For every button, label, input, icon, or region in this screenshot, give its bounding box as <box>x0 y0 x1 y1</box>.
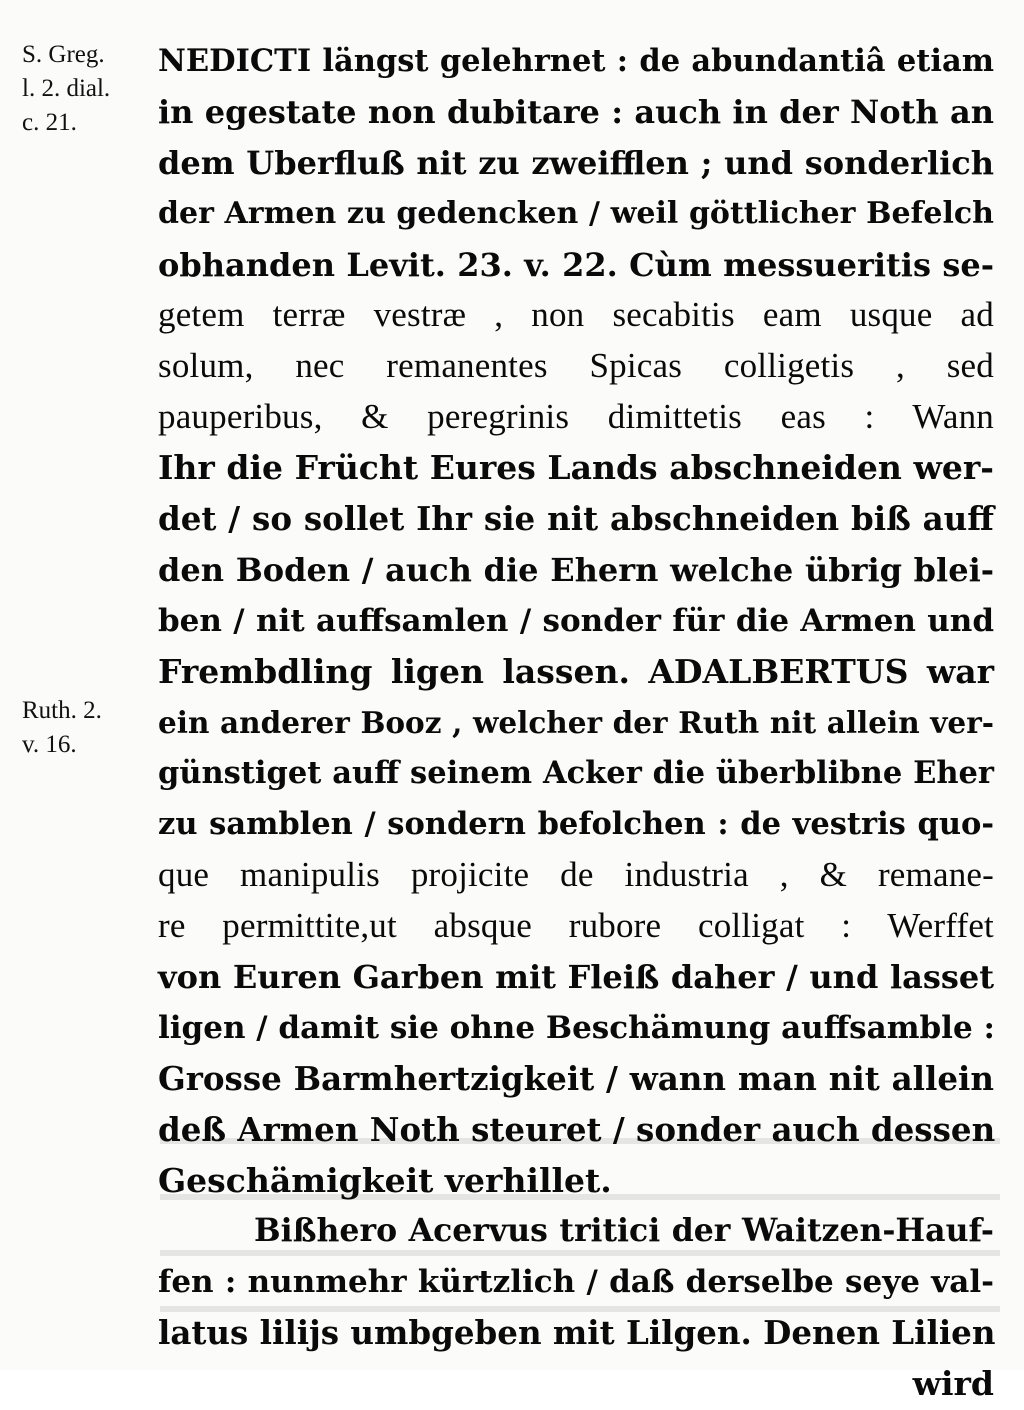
catchword: wird <box>912 1364 994 1404</box>
text-line: in egestate non dubitare : auch in der Noth an <box>158 92 994 131</box>
text-line: deß Armen Noth steuret / sonder auch dessen <box>158 1109 996 1149</box>
margin-note-line: c. 21. <box>22 109 77 136</box>
text-line: den Boden / auch die Ehern welche übrig blei- <box>158 550 994 589</box>
margin-note-line: Ruth. 2. <box>22 697 102 724</box>
text-line: ein anderer Booz , welcher der Ruth nit allein ver- <box>158 704 994 740</box>
text-line: getem terræ vestræ , non secabitis eam usque ad <box>158 295 994 335</box>
text-line: ligen / damit sie ohne Beschämung auffsamble : <box>158 1009 995 1046</box>
text-line: günstiget auff seinem Acker die überblibne Eher <box>158 755 994 792</box>
text-line: ben / nit auffsamlen / sonder für die Armen und <box>158 602 994 639</box>
text-line: det / so sollet Ihr sie nit abschneiden biß auff <box>158 499 994 539</box>
margin-note-gregory <box>22 38 162 140</box>
text-line: Ihr die Frücht Eures Lands abschneiden wer- <box>158 448 994 488</box>
text-line: obhanden Levit. 23. v. 22. Cùm messueritis se- <box>158 245 994 284</box>
text-line: der Armen zu gedencken / weil göttlicher Befelch <box>158 195 994 231</box>
text-line: Frembdling ligen lassen. ADALBERTUS war <box>158 651 994 691</box>
text-line: fen : nunmehr kürtzlich / daß derselbe seye val- <box>158 1264 994 1301</box>
margin-note-line: l. 2. dial. <box>22 75 111 102</box>
main-text-column <box>158 36 994 1410</box>
text-line: que manipulis projicite de industria , & remane- <box>158 855 994 895</box>
text-line: solum, nec remanentes Spicas colligetis , sed <box>158 346 994 386</box>
margin-note-line: S. Greg. <box>22 41 105 68</box>
text-line: NEDICTI längst gelehrnet : de abundantiâ etiam <box>158 43 994 79</box>
margin-note-line: v. 16. <box>22 731 77 758</box>
text-line: von Euren Garben mit Fleiß daher / und lasset <box>158 958 994 997</box>
text-line: pauperibus, & peregrinis dimittetis eas : Wann <box>158 397 994 437</box>
text-line: Bißhero Acervus tritici der Waitzen-Hauf- <box>254 1212 994 1250</box>
text-line: re permittite,ut absque rubore colligat : Werffet <box>158 906 994 946</box>
text-line: Grosse Barmhertzigkeit / wann man nit allein <box>158 1058 994 1098</box>
margin-note-ruth <box>22 694 162 762</box>
text-line: Geschämigkeit verhillet. <box>158 1160 612 1200</box>
text-line: latus lilijs umbgeben mit Lilgen. Denen Lilien <box>158 1313 996 1353</box>
text-line: zu samblen / sondern befolchen : de vestris quo- <box>158 806 994 843</box>
text-line: dem Uberfluß nit zu zweifflen ; und sonderlich <box>158 143 994 182</box>
